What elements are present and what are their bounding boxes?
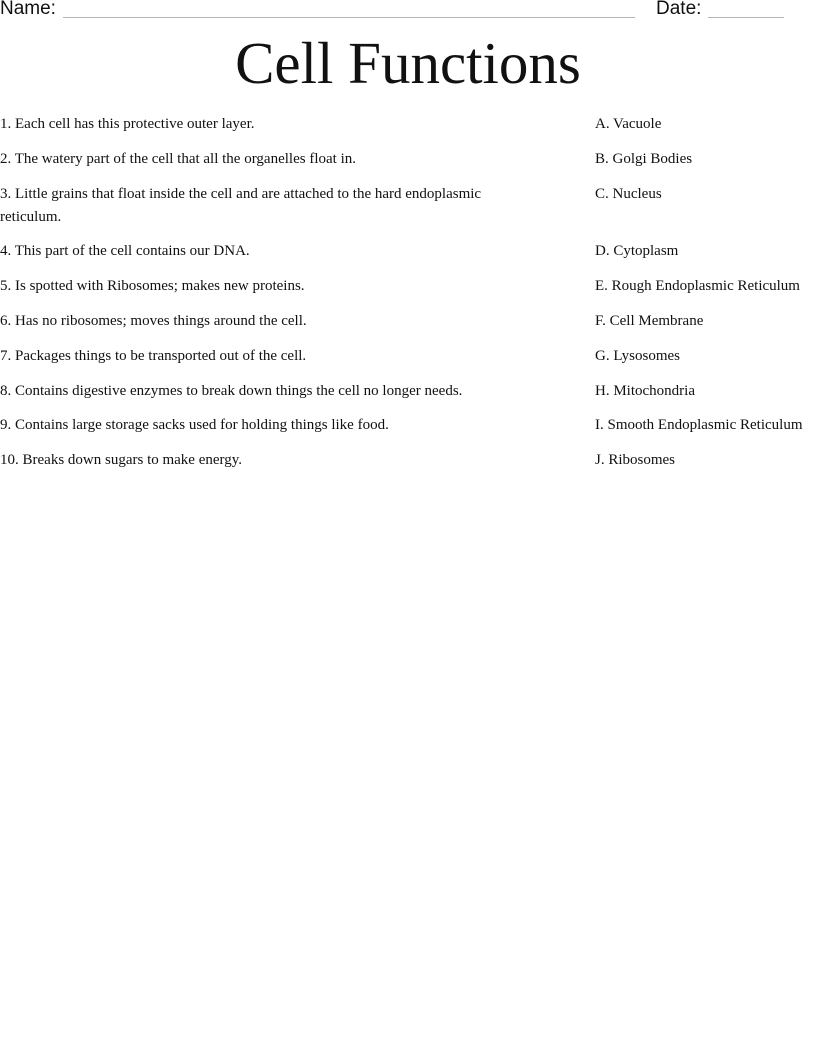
date-blank-line — [708, 17, 784, 18]
question-item: 6. Has no ribosomes; moves things around the cell. — [0, 312, 307, 329]
worksheet-header — [0, 0, 816, 24]
question-item: 7. Packages things to be transported out of the cell. — [0, 347, 307, 364]
question-item: 4. This part of the cell contains our DNA. — [0, 243, 250, 260]
answer-item: J. Ribosomes — [595, 452, 676, 469]
name-blank-line — [63, 17, 635, 18]
answer-item: C. Nucleus — [595, 185, 662, 202]
question-item: 9. Contains large storage sacks used for holding things like food. — [0, 417, 389, 434]
answer-item: H. Mitochondria — [595, 382, 695, 399]
name-label: Name: — [0, 0, 56, 19]
question-item: 10. Breaks down sugars to make energy. — [0, 452, 243, 469]
answer-item: E. Rough Endoplasmic Reticulum — [595, 278, 800, 295]
answer-item: D. Cytoplasm — [595, 243, 679, 260]
question-item: 1. Each cell has this protective outer layer. — [0, 116, 255, 132]
page-title: Cell Functions — [235, 30, 581, 96]
answer-list — [595, 113, 816, 484]
question-item: 2. The watery part of the cell that all the organelles float in. — [0, 150, 356, 167]
answer-item: B. Golgi Bodies — [595, 150, 693, 167]
question-item: 8. Contains digestive enzymes to break down things the cell no longer needs. — [0, 382, 463, 399]
question-item: 3. Little grains that float inside the cell and are attached to the hard endoplasmic reticulum. — [0, 185, 482, 225]
date-label: Date: — [656, 0, 702, 19]
answer-item: F. Cell Membrane — [595, 312, 704, 329]
answer-item: I. Smooth Endoplasmic Reticulum — [595, 417, 803, 434]
question-list — [0, 113, 530, 484]
question-item: 5. Is spotted with Ribosomes; makes new proteins. — [0, 278, 305, 295]
answer-item: G. Lysosomes — [595, 347, 681, 364]
answer-item: A. Vacuole — [595, 116, 662, 132]
